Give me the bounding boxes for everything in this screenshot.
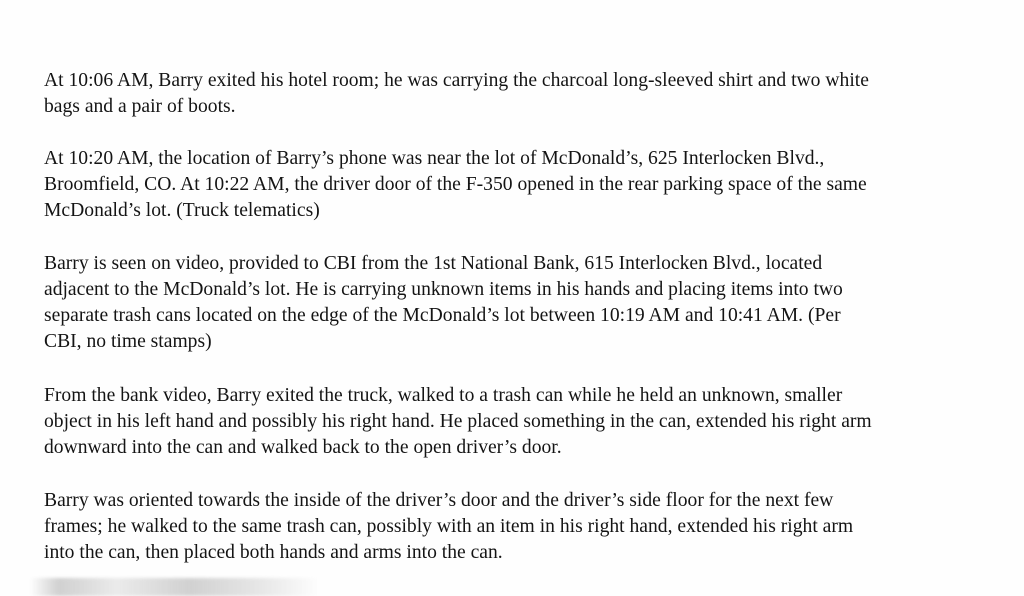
text-line: object in his left hand and possibly his right hand. He placed something in the can, extended his right arm (44, 411, 872, 432)
paragraph-trash-can-second (44, 488, 1019, 566)
scan-smudge (30, 578, 320, 596)
text-line: Broomfield, CO. At 10:22 AM, the driver door of the F-350 opened in the rear parking space of the same (44, 174, 867, 195)
text-line: downward into the can and walked back to the open driver’s door. (44, 437, 562, 458)
text-line: From the bank video, Barry exited the truck, walked to a trash can while he held an unknown, smaller (44, 385, 843, 406)
text-line: adjacent to the McDonald’s lot. He is carrying unknown items in his hands and placing items into two (44, 279, 843, 300)
paragraph-hotel-exit (44, 68, 1019, 120)
text-line: McDonald’s lot. (Truck telematics) (44, 200, 320, 221)
paragraph-phone-location (44, 146, 1019, 224)
text-line: Barry was oriented towards the inside of the driver’s door and the driver’s side floor for the next few (44, 490, 834, 511)
text-line: At 10:06 AM, Barry exited his hotel room; he was carrying the charcoal long-sleeved shirt and two white (44, 70, 869, 91)
text-line: bags and a pair of boots. (44, 96, 236, 117)
paragraph-bank-video (44, 251, 1019, 355)
paragraph-trash-can-first (44, 383, 1019, 461)
text-line: Barry is seen on video, provided to CBI from the 1st National Bank, 615 Interlocken Blvd., located (44, 253, 823, 274)
text-line: frames; he walked to the same trash can, possibly with an item in his right hand, extended his right arm (44, 516, 854, 537)
text-line: CBI, no time stamps) (44, 331, 212, 352)
text-line: At 10:20 AM, the location of Barry’s phone was near the lot of McDonald’s, 625 Interlocken Blvd., (44, 148, 825, 169)
text-line: into the can, then placed both hands and arms into the can. (44, 542, 503, 563)
text-line: separate trash cans located on the edge of the McDonald’s lot between 10:19 AM and 10:41 AM. (Per (44, 305, 841, 326)
